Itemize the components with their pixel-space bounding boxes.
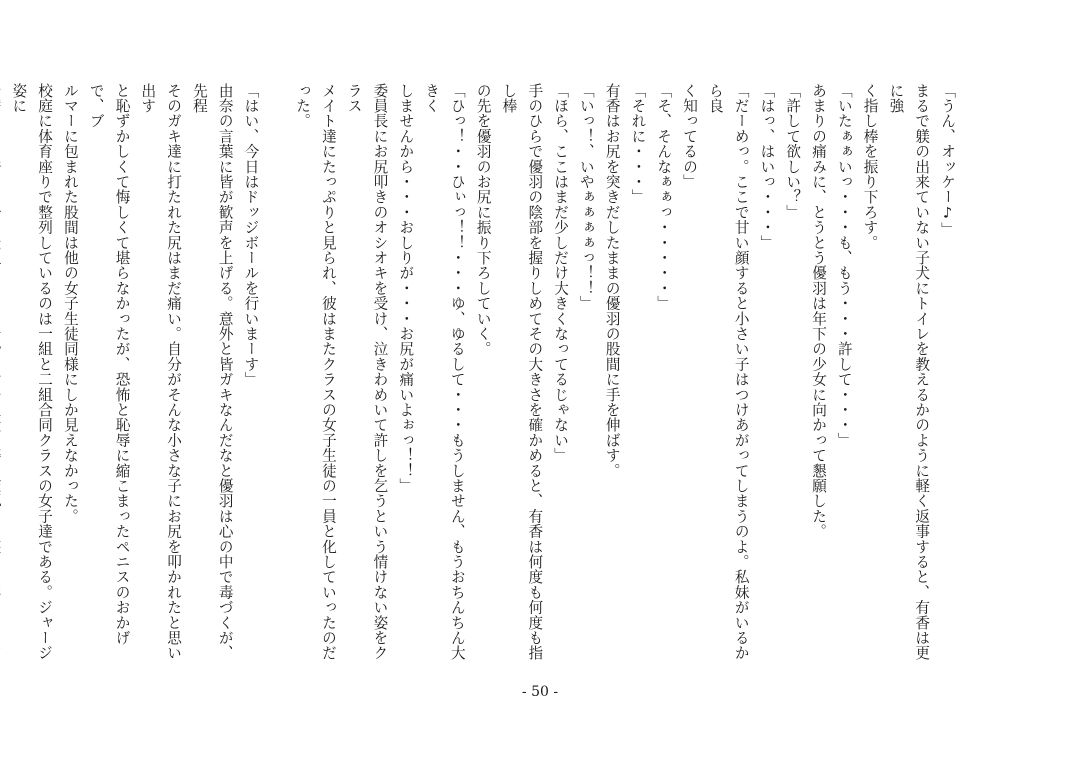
text-line: 「それに・・・」 xyxy=(629,83,647,205)
text-line: く知ってるの」 xyxy=(681,83,699,190)
text-line: しませんから・・・おしりが・・・お尻が痛いよぉっ！！」 xyxy=(397,83,415,494)
text-line: まるで躾の出来ていない子犬にトイレを教えるかのように軽く返事すると、有香は更に強 xyxy=(887,83,931,661)
text-line: 「ほら、ここはまだ少しだけ大きくなってるじゃない」 xyxy=(552,83,570,463)
text-line: メイト達にたっぷりと見られ、彼はまたクラスの女子生徒の一員と化していったのだった。 xyxy=(294,83,337,661)
text-line: 委員長にお尻叩きのオシオキを受け、泣きわめいて許しを乞うという情けない姿をクラス xyxy=(345,83,389,661)
text-line: 「はっ、はいっ・・・」 xyxy=(758,83,776,251)
text-line: と恥ずかしくて悔しくて堪らなかったが、恐怖と恥辱に縮こまったペニスのおかげで、ブ xyxy=(87,83,131,646)
text-line: 「だーめっ。ここで甘い顔すると小さい子はつけあがってしまうのよ。私妹がいるから良 xyxy=(706,83,750,661)
text-line: ルマーに包まれた股間は他の女子生徒同様にしか見えなかった。 xyxy=(61,83,79,524)
text-line: そのガキ達に打たれた尻はまだ痛い。自分がそんな小さな子にお尻を叩かれたと思い出す xyxy=(139,83,183,661)
page-number: - 50 - xyxy=(521,684,559,700)
text-line: く指し棒を振り下ろす。 xyxy=(861,83,879,251)
text-line: 「許して欲しい？」 xyxy=(784,83,802,220)
text-line: 「いたぁぁいっ・・・も、もう・・・許して・・・」 xyxy=(835,83,853,448)
text-line: あまりの痛みに、とうとう優羽は年下の少女に向かって懇願した。 xyxy=(810,83,828,539)
blank-line xyxy=(263,83,289,663)
text-line: 「はい、今日はドッジボールを行いまーす」 xyxy=(242,83,260,387)
text-line: 「いっ！、いやぁぁぁぁっ！！」 xyxy=(577,83,595,311)
text-line: 「ひっ！・・ひぃっ！！・・・ゆ、ゆるして・・・もうしません、もうおちんちん大きく xyxy=(423,83,466,661)
text-line xyxy=(0,83,6,663)
text-line: 有香はお尻を突きだしたままの優羽の股間に手を伸ばす。 xyxy=(603,83,621,479)
text-line: 校庭に体育座りで整列しているのは一組と二組合同クラスの女子達である。ジャージ姿に xyxy=(10,83,54,661)
vertical-text-body xyxy=(10,83,960,663)
text-line: 「うん、オッケー♪」 xyxy=(939,83,956,238)
text-line: 手のひらで優羽の陰部を握りしめてその大きさを確かめると、有香は何度も何度も指し棒 xyxy=(500,83,544,661)
text-line: の先を優羽のお尻に振り下ろしていく。 xyxy=(474,83,492,357)
text-line: 「そ、そんなぁぁっ・・・・・」 xyxy=(655,83,673,311)
text-line: 由奈の言葉に皆が歓声を上げる。意外と皆ガキなんだなと優羽は心の中で毒づくが、先程 xyxy=(190,83,234,661)
